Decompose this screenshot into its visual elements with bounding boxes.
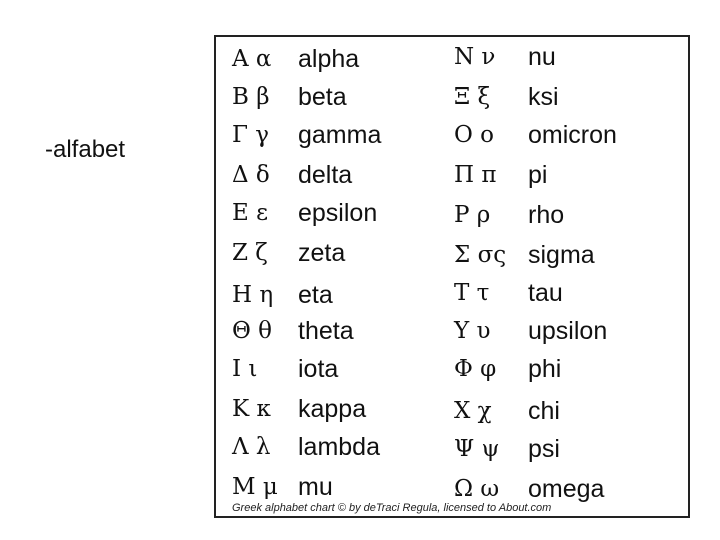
letter-glyph: Ζ ζ <box>232 240 268 266</box>
letter-name: beta <box>298 83 347 111</box>
letter-glyph: Θ θ <box>232 318 273 344</box>
letter-glyph: Ω ω <box>454 476 500 502</box>
letter-glyph: Φ φ <box>454 356 497 382</box>
letter-name: omega <box>528 475 605 503</box>
letter-glyph: Ν ν <box>454 44 496 70</box>
chart-credit: Greek alphabet chart © by deTraci Regula, licensed to About.com <box>232 502 552 514</box>
letter-row-phi <box>216 351 688 387</box>
letter-glyph: Υ υ <box>454 318 491 344</box>
letter-name: psi <box>528 435 560 463</box>
letter-name: chi <box>528 397 560 425</box>
letter-glyph: Ο ο <box>454 122 495 148</box>
letter-name: tau <box>528 279 563 307</box>
letter-name: sigma <box>528 241 595 269</box>
letter-name: gamma <box>298 121 382 149</box>
letter-row-ksi <box>216 79 688 115</box>
letter-name: alpha <box>298 45 360 73</box>
letter-name: phi <box>528 355 562 383</box>
letter-row-psi <box>216 431 688 467</box>
letter-name: omicron <box>528 121 617 149</box>
letter-name: delta <box>298 161 353 189</box>
letter-glyph: Π π <box>454 162 497 188</box>
letter-name: theta <box>298 317 354 345</box>
letter-glyph: Τ τ <box>454 280 490 306</box>
letter-row-tau <box>216 275 688 311</box>
letter-name: lambda <box>298 433 380 461</box>
letter-glyph: Ρ ρ <box>454 202 491 228</box>
letter-name: epsilon <box>298 199 378 227</box>
letter-glyph: Λ λ <box>232 434 271 460</box>
letter-name: ksi <box>528 83 559 111</box>
letter-glyph: Β β <box>232 84 270 110</box>
letter-name: zeta <box>298 239 346 267</box>
letter-row-upsilon <box>216 313 688 349</box>
letter-row-omicron <box>216 117 688 153</box>
letter-name: eta <box>298 281 333 309</box>
letter-name: nu <box>528 43 556 71</box>
letter-row-sigma <box>216 237 688 273</box>
letter-glyph: Σ σς <box>454 242 507 268</box>
letter-row-chi <box>216 393 688 429</box>
letter-name: iota <box>298 355 339 383</box>
letter-glyph: Γ γ <box>232 122 270 148</box>
letter-row-pi <box>216 157 688 193</box>
greek-alphabet-chart <box>214 35 690 518</box>
letter-name: mu <box>298 473 333 501</box>
letter-name: kappa <box>298 395 367 423</box>
letter-row-rho <box>216 197 688 233</box>
letter-row-nu <box>216 39 688 75</box>
letter-glyph: Α α <box>232 46 272 72</box>
letter-name: upsilon <box>528 317 608 345</box>
letter-glyph: Η η <box>232 282 274 308</box>
letter-glyph: Δ δ <box>232 162 270 188</box>
letter-glyph: Ξ ξ <box>454 84 491 110</box>
letter-glyph: Κ κ <box>232 396 271 422</box>
letter-glyph: Ψ ψ <box>454 436 500 462</box>
letter-glyph: Χ χ <box>454 398 492 424</box>
letter-name: pi <box>528 161 548 189</box>
letter-glyph: Ε ε <box>232 200 269 226</box>
letter-glyph: Μ μ <box>232 474 278 500</box>
letter-name: rho <box>528 201 565 229</box>
letter-glyph: Ι ι <box>232 356 258 382</box>
slide-title: -alfabet <box>45 136 126 163</box>
